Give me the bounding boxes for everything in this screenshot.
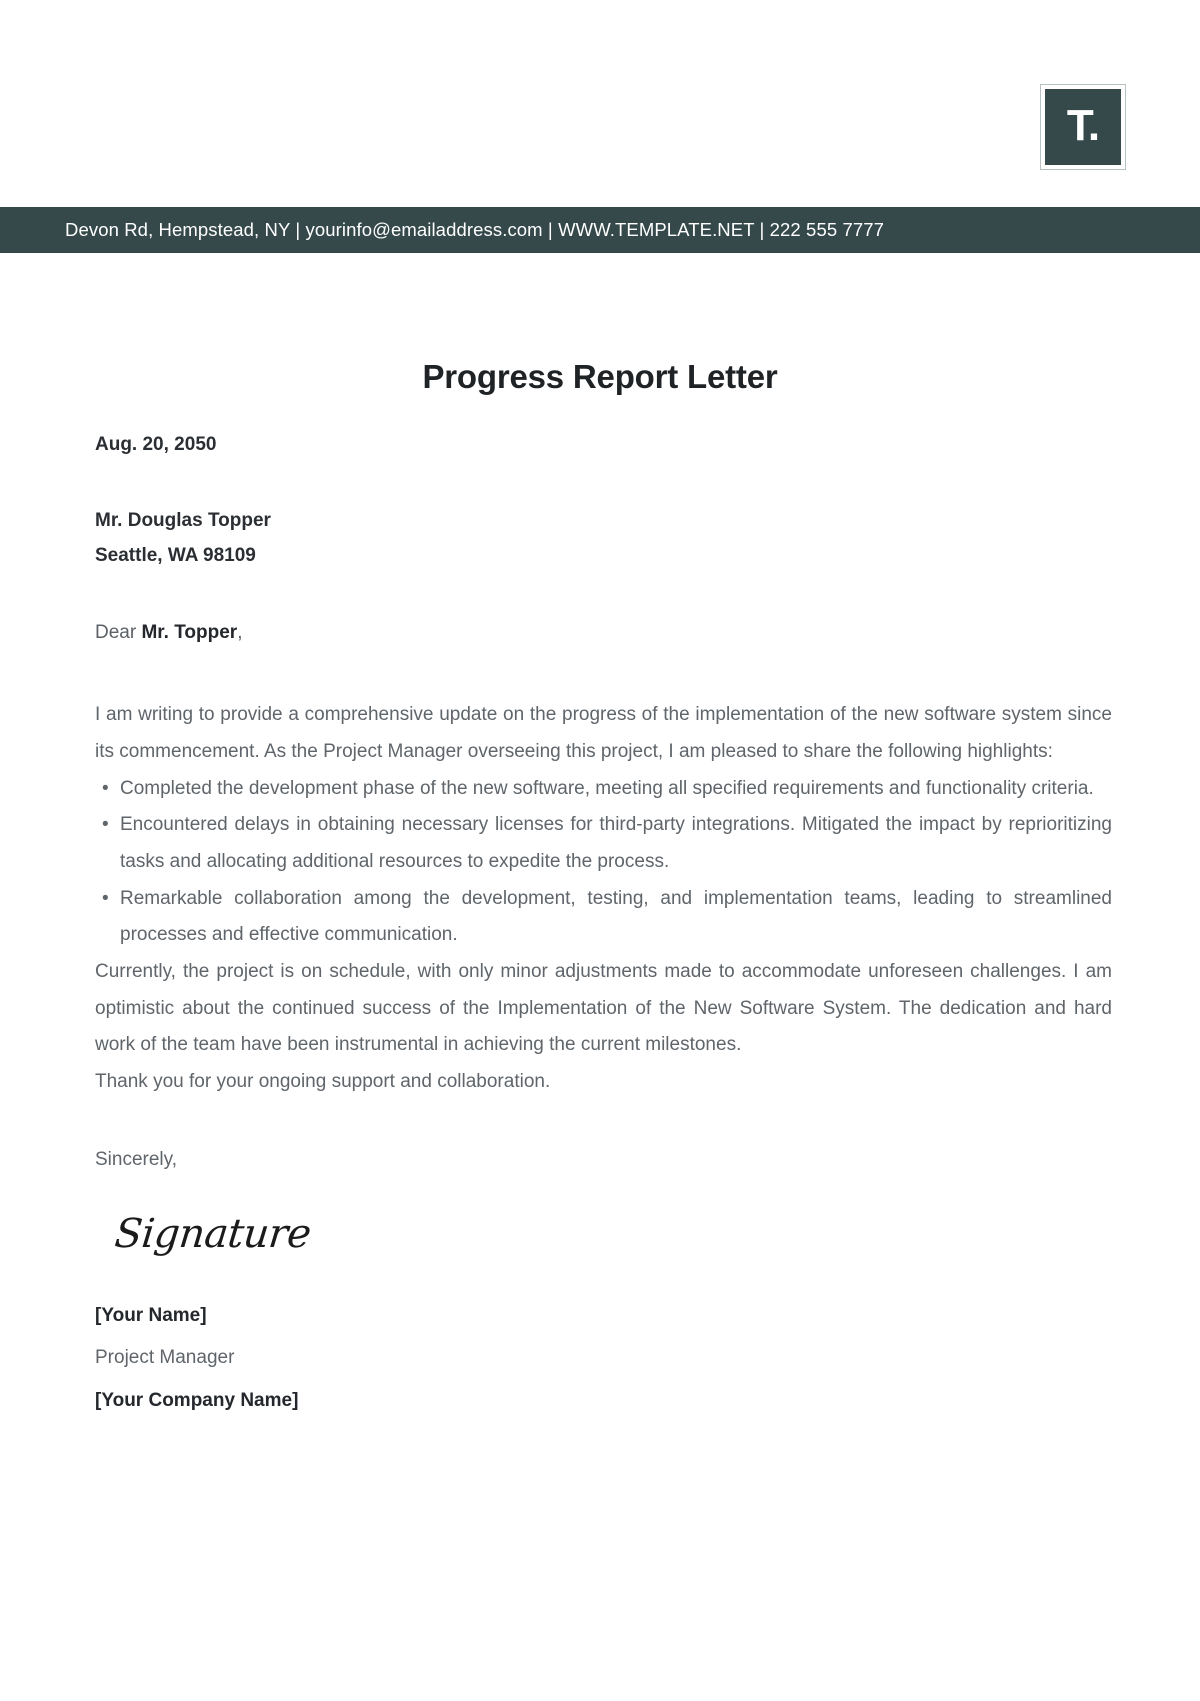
closing-line: Sincerely,: [95, 1148, 178, 1170]
list-item: • Completed the development phase of the new software, meeting all specified requirements and functionality criteria.: [95, 771, 1112, 808]
salutation-line: [95, 622, 1112, 644]
contact-info-text: Devon Rd, Hempstead, NY | yourinfo@emailaddress.com | WWW.TEMPLATE.NET | 222 555 7777: [65, 219, 885, 240]
intro-paragraph: I am writing to provide a comprehensive update on the progress of the implementation of the new software system since its commencement. As the Project Manager overseeing this project, I am pleased to share the following highlights:: [95, 704, 1112, 762]
salutation-prefix: Dear: [95, 622, 142, 644]
recipient-name: Mr. Douglas Topper: [95, 510, 271, 531]
letter-body: [0, 253, 1200, 1423]
list-item: • Encountered delays in obtaining necessary licenses for third-party integrations. Mitigated the impact by reprioritizing tasks and allocating additional resources to expedite the process.: [95, 807, 1112, 880]
page-title: Progress Report Letter: [422, 358, 778, 395]
logo-mark-text: T.: [1066, 101, 1100, 150]
salutation-name: Mr. Topper: [141, 622, 238, 644]
salutation-suffix: ,: [237, 622, 243, 644]
list-item: • Remarkable collaboration among the development, testing, and implementation teams, leading to streamlined processes and effective communication.: [95, 881, 1112, 954]
signoff-company: [Your Company Name]: [95, 1390, 299, 1411]
template-net-logo-icon: [1041, 85, 1125, 169]
contact-info-bar: [0, 207, 1200, 253]
signoff-block: [95, 1295, 1112, 1423]
status-paragraph: Currently, the project is on schedule, with only minor adjustments made to accommodate unforeseen challenges. I am optimistic about the continued success of the Implementation of the New Software System. The dedication and hard work of the team have been instrumental in achieving the current milestones.: [95, 960, 1112, 1056]
signoff-role: Project Manager: [95, 1347, 235, 1369]
signature-script: Signature: [112, 1210, 313, 1257]
recipient-address: Seattle, WA 98109: [95, 545, 256, 567]
signoff-name: [Your Name]: [95, 1304, 207, 1326]
letter-content: [0, 434, 1200, 1423]
thanks-line: Thank you for your ongoing support and collaboration.: [95, 1070, 551, 1092]
letter-paragraphs: [95, 697, 1112, 1100]
letter-date: Aug. 20, 2050: [95, 434, 217, 455]
letterhead-logo-area: [0, 0, 1200, 207]
highlights-list: [95, 771, 1112, 954]
recipient-block: [95, 503, 1112, 573]
